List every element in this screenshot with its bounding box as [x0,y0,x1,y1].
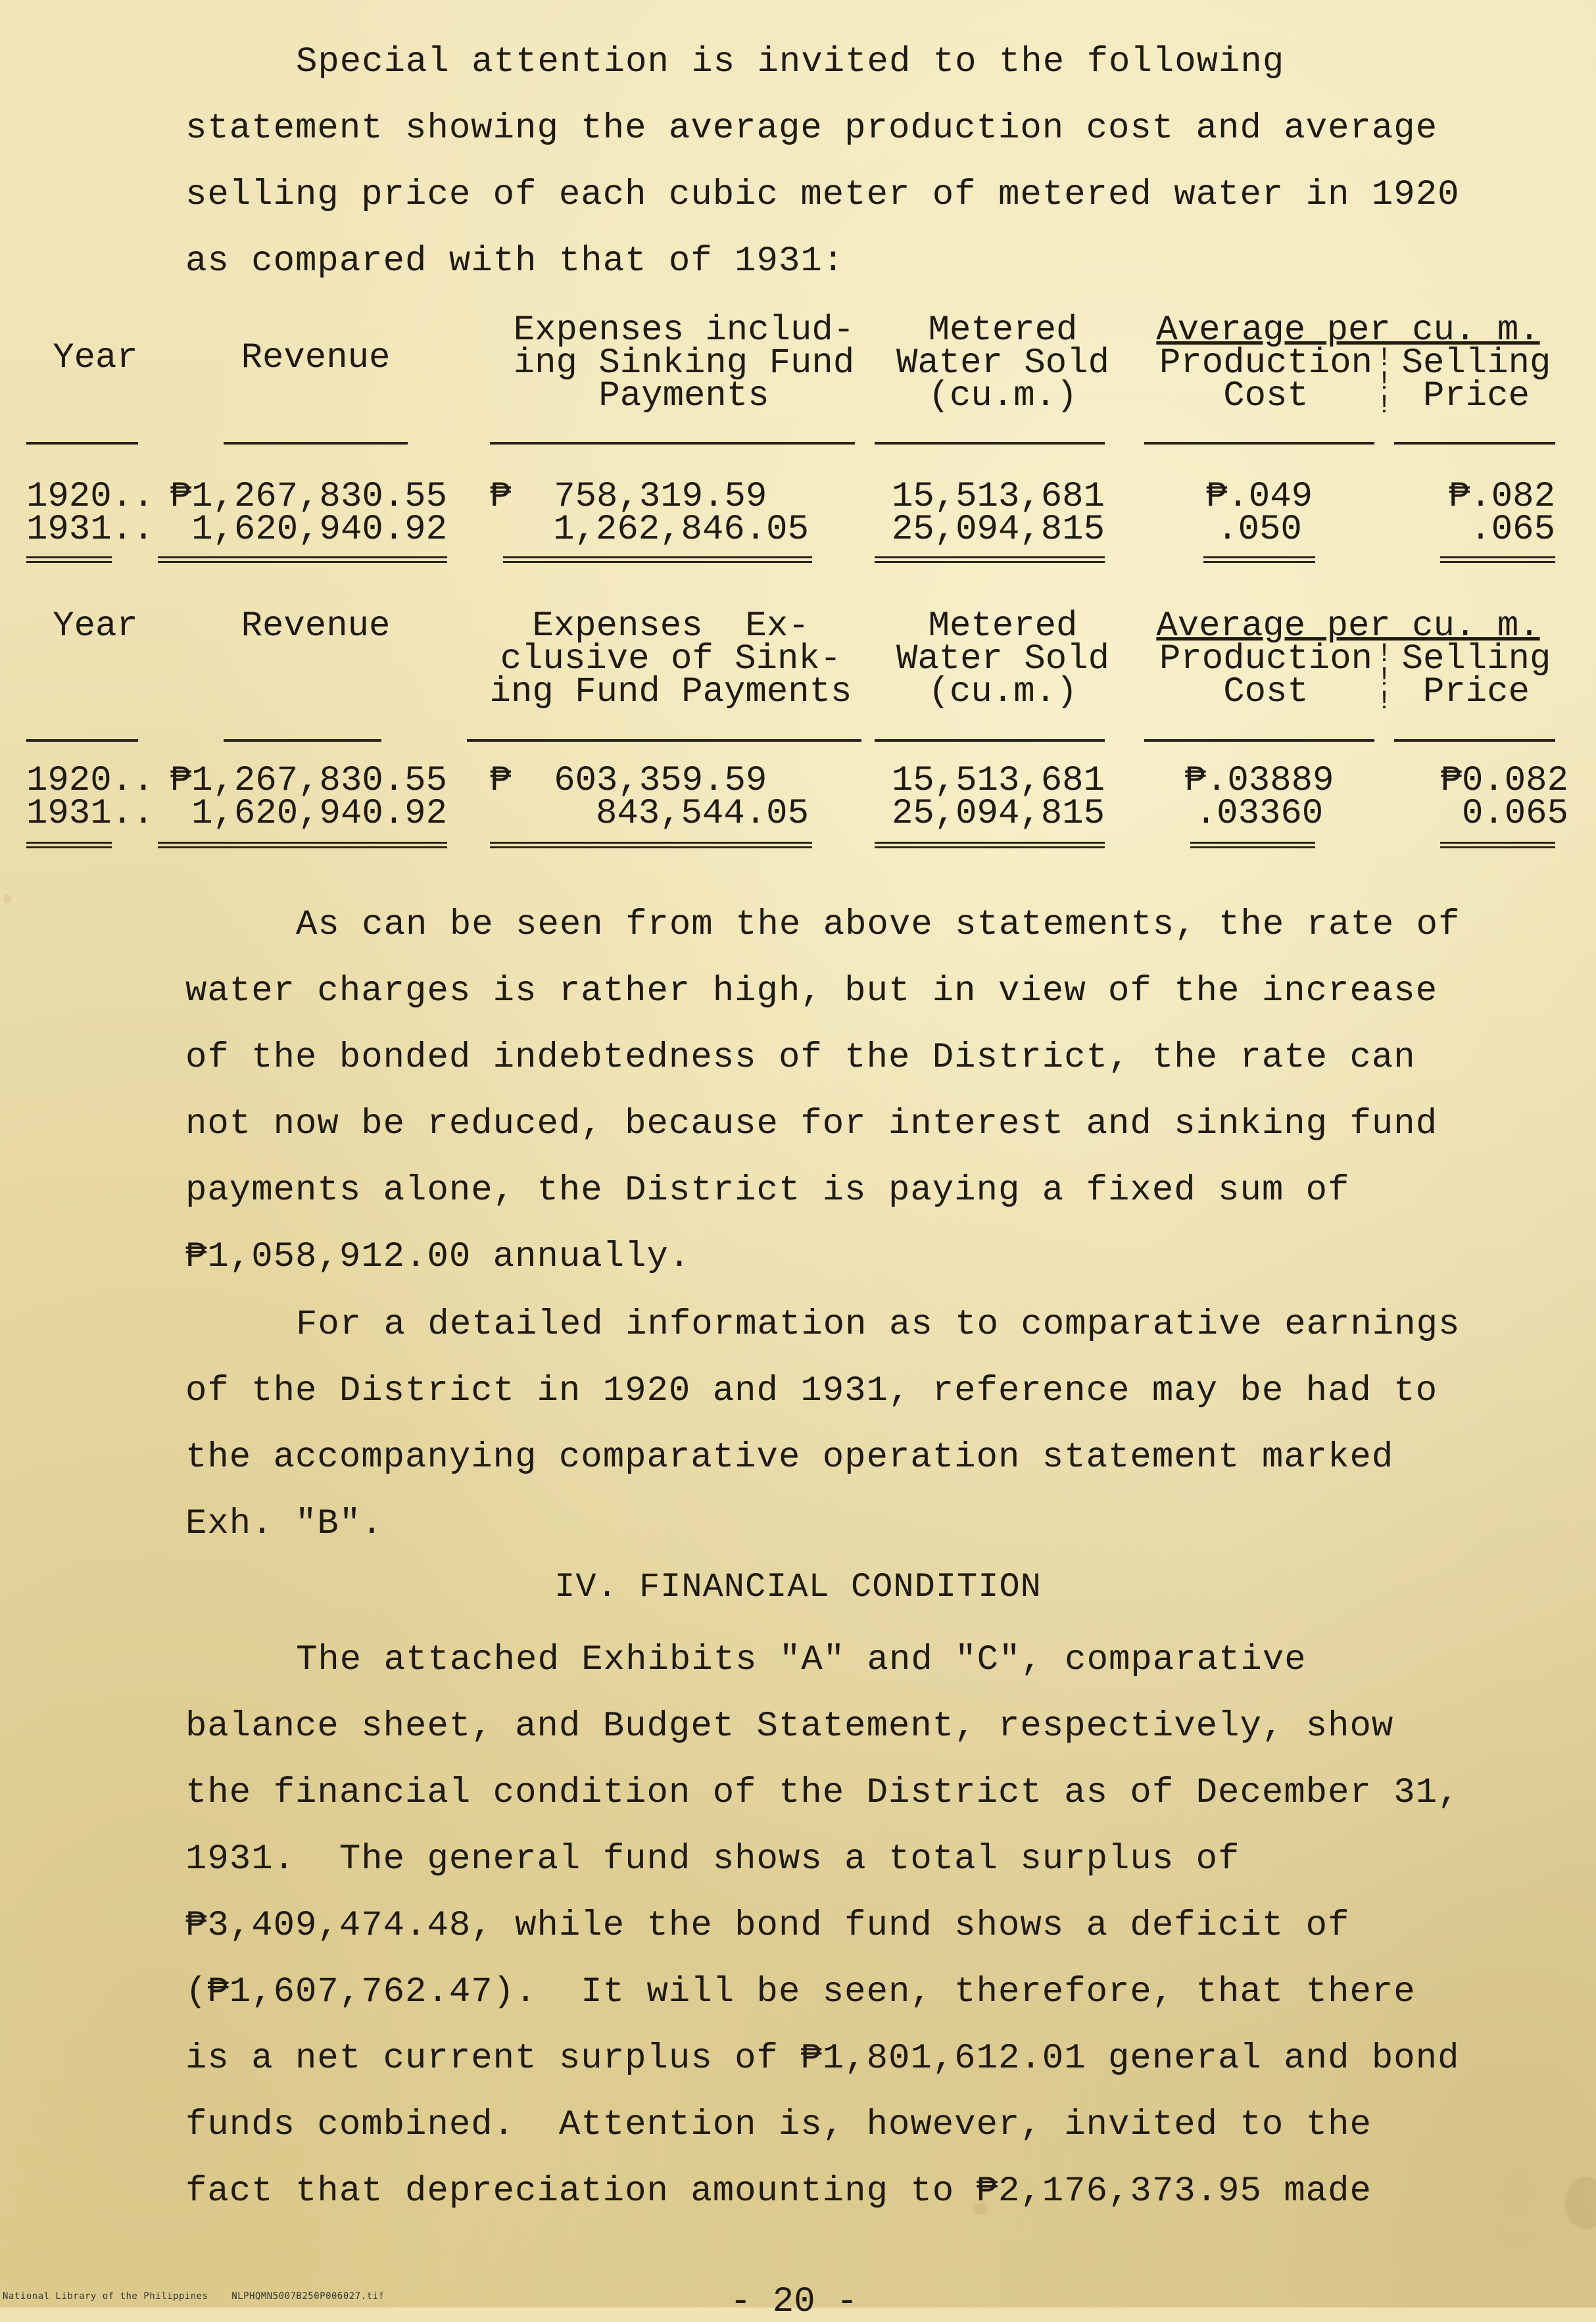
header-rule [875,442,1105,445]
cell-expenses: ₱ 758,319.59 [490,477,767,517]
cell-revenue: 1,620,940.92 [191,794,447,834]
cell-expenses: ₱ 603,359.59 [490,761,767,801]
header-rule [224,739,381,742]
cell-expenses: 1,262,846.05 [553,510,809,550]
total-double-rule [1440,556,1555,563]
cell-production-cost: ₱.049 [1205,477,1313,517]
header-average-per-cu-m: Average per cu. m. [1156,606,1540,646]
header-expenses: Expenses Ex- clusive of Sink- ing Fund Payments [489,606,852,712]
header-production-cost: Production Cost [1159,343,1373,416]
column-divider-marks: ! ! ! [1376,640,1393,717]
header-year: Year [53,338,138,378]
total-double-rule [875,556,1105,563]
header-rule [26,739,138,742]
paper-stain [1565,2177,1596,2229]
header-year: Year [53,606,138,646]
header-revenue: Revenue [241,338,391,378]
library-footer: National Library of the Philippines NLPHQMN5007B250P006027.tif [3,2291,385,2302]
cell-selling-price: .065 [1470,510,1555,550]
rate-paragraph: As can be seen from the above statements, the rate of water charges is rather high, but in view of the increase of the bonded indebtedness of the District, the rate can not now be reduced, because for interest and sinking fund payments alone, the District is paying a fixed sum of ₱1,058,912.00 annually. [185,905,1482,1277]
total-double-rule [158,842,447,848]
header-rule [224,442,408,445]
intro-paragraph: Special attention is invited to the following statement showing the average production cost and average selling price of each cubic meter of metered water in 1920 as compared with that of 1931: [185,42,1482,281]
header-rule [1144,739,1374,742]
cell-selling-price: ₱.082 [1448,477,1555,517]
header-expenses: Expenses includ- ing Sinking Fund Payments [513,310,855,416]
cell-production-cost: .050 [1217,510,1302,550]
header-selling-price: Selling Price [1401,639,1551,712]
section-heading: IV. FINANCIAL CONDITION [554,1568,1042,1607]
header-rule [1394,739,1555,742]
cell-selling-price: ₱0.082 [1440,761,1568,801]
page-number: - 20 - [730,2282,858,2322]
cell-year: 1920.. [26,761,155,801]
header-metered-water: Metered Water Sold (cu.m.) [896,606,1110,712]
cell-revenue: ₱1,267,830.55 [170,761,447,801]
header-rule [1394,442,1555,445]
financial-condition-paragraph: The attached Exhibits "A" and "C", comparative balance sheet, and Budget Statement, respectively, show the financial condition of the District as of December 31, 1931. The general fund shows a total surplus of ₱3,409,474.48, while the bond fund shows a deficit of (₱1,607,762.47). It will be seen, therefore, that there is a net current surplus of ₱1,801,612.01 general and bond funds combined. Attention is, however, invited to the fact that depreciation amounting to ₱2,176,373.95 made [185,1640,1482,2212]
total-double-rule [1190,842,1315,848]
cell-revenue: 1,620,940.92 [191,510,447,550]
cell-metered: 15,513,681 [891,761,1105,801]
cell-year: 1931.. [26,510,155,550]
cell-metered: 15,513,681 [891,477,1105,517]
paper-stain [3,894,11,904]
header-revenue: Revenue [241,606,391,646]
cell-metered: 25,094,815 [891,510,1105,550]
header-average-per-cu-m: Average per cu. m. [1156,310,1540,351]
cell-year: 1931.. [26,794,155,834]
header-selling-price: Selling Price [1401,343,1551,416]
header-rule [875,739,1105,742]
cost-table-including-sinking-fund [26,310,1559,591]
total-double-rule [503,556,812,563]
reference-paragraph: For a detailed information as to comparative earnings of the District in 1920 and 1931, reference may be had to the accompanying comparative operation statement marked Exh. "B". [185,1305,1482,1544]
cell-selling-price: 0.065 [1461,794,1568,834]
cell-year: 1920.. [26,477,155,517]
header-rule [26,442,138,445]
cost-table-excluding-sinking-fund [26,606,1568,873]
header-production-cost: Production Cost [1159,639,1373,712]
cell-revenue: ₱1,267,830.55 [170,477,447,517]
cell-production-cost: .03360 [1195,794,1324,834]
cell-expenses: 843,544.05 [595,794,809,834]
header-rule [467,739,861,742]
total-double-rule [26,842,112,848]
cell-metered: 25,094,815 [891,794,1105,834]
total-double-rule [1440,842,1555,848]
total-double-rule [875,842,1105,848]
total-double-rule [490,842,812,848]
header-rule [490,442,855,445]
header-metered-water: Metered Water Sold (cu.m.) [896,310,1110,416]
header-rule [1144,442,1374,445]
total-double-rule [1203,556,1315,563]
cell-production-cost: ₱.03889 [1184,761,1334,801]
total-double-rule [26,556,112,563]
column-divider-marks: ! ! ! [1376,344,1393,421]
total-double-rule [158,556,447,563]
